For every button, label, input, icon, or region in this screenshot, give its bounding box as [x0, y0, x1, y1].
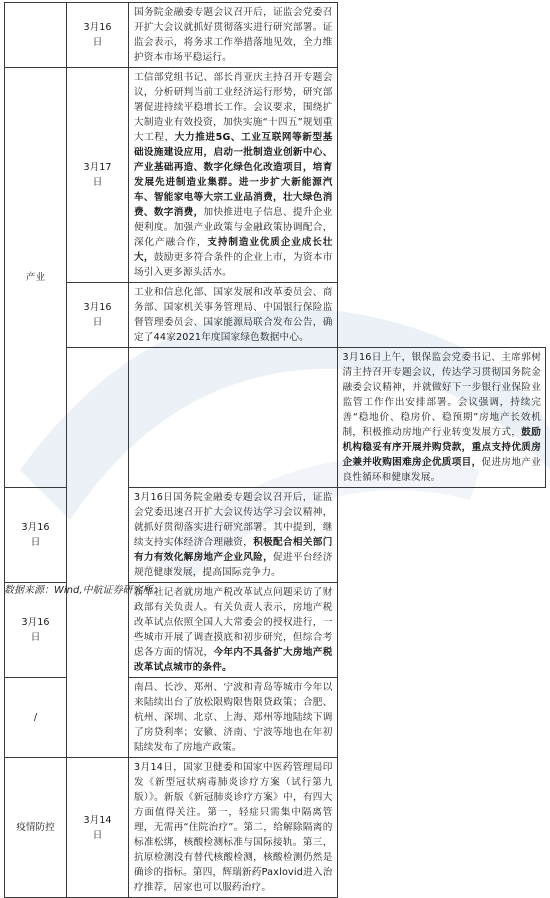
highlight-text: 大力推进5G、工业互联网等新型基础设施建设应用，启动一批制造业创新中心、产业基础再造、数字化绿色化改造项目，培育发展先进制造业集群。进一步扩大新能源汽车、智能家电等大宗工业品消费，壮大绿色消费、数字消费，	[134, 132, 333, 218]
news-table-body	[5, 3, 546, 898]
category-cell: 产业	[5, 68, 67, 488]
news-text-cell	[129, 283, 338, 348]
body-text: 加快推进电子信息、提升企业便利度。加强产业政策与金融政策协调配合，深化产融合作，	[134, 207, 333, 248]
news-text-cell	[129, 488, 338, 583]
date-cell: 3月16日	[5, 583, 67, 678]
body-text: 促进房地产业良性循环和健康发展。	[342, 457, 541, 483]
news-table	[4, 2, 546, 898]
body-text: 工业和信息化部、国家发展和改革委员会、商务部、国家机关事务管理局、中国银行保险监督管理委员会、国家能源局联合发布公告，确定了44家2021年度国家绿色数据中心。	[134, 287, 333, 343]
date-cell	[129, 348, 338, 488]
highlight-text: 今年内不具备扩大房地产税改革试点城市的条件。	[134, 647, 333, 673]
body-text: 新华社记者就房地产税改革试点问题采访了财政部有关负责人。有关负责人表示，房地产税改革试点依照全国人大常委会的授权进行，一些城市开展了调查摸底和初步研究，但综合考虑各方面的情况，	[134, 587, 333, 658]
highlight-text: 积极配合相关部门有力有效化解房地产企业风险，	[134, 537, 333, 563]
news-text-cell	[129, 583, 338, 678]
body-text: 南昌、长沙、郑州、宁波和青岛等城市今年以来陆续出台了放松限购限售限贷政策；合肥、杭州、深圳、北京、上海、郑州等地陆续下调了房贷利率；安徽、济南、宁波等地也在年初陆续发布了房地产政策。	[134, 682, 333, 753]
date-cell: 3月17日	[67, 68, 129, 283]
body-text: 鼓励更多符合条件的企业上市，为资本市场引入更多源头活水。	[134, 252, 333, 278]
date-cell: 3月14日	[67, 758, 129, 898]
news-text-cell	[129, 68, 338, 283]
category-cell	[5, 3, 67, 68]
body-text: 3月16日上午，银保监会党委书记、主席郭树清主持召开专题会议，传达学习贯彻国务院金融委会议精神，并就做好下一步银行业保险业监管工作作出安排部署。会议强调，持续完善“稳地价、稳房价、稳预期”房地产长效机制，积极推动房地产行业转变发展方式，	[342, 352, 541, 438]
news-text-cell	[129, 758, 338, 898]
category-cell	[67, 348, 129, 758]
date-cell: 3月16日	[5, 488, 67, 583]
date-cell: 3月16日	[67, 3, 129, 68]
data-source-note: 数据来源：Wind,中航证券研究所；	[4, 585, 163, 596]
body-text: 国务院金融委专题会议召开后，证监会党委召开扩大会议就抓好贯彻落实进行研究部署。证监会表示，将务求工作举措落地见效，全力维护资本市场平稳运行。	[134, 7, 333, 63]
highlight-text: 鼓励机构稳妥有序开展并购贷款，重点支持优质房企兼并收购困难房企优质项目，	[342, 427, 541, 468]
news-text-cell	[337, 348, 546, 488]
highlight-text: 支持制造业优质企业成长壮大，	[134, 237, 333, 263]
body-text: 促进平台经济规范健康发展，提高国际竞争力。	[134, 552, 333, 578]
date-cell: 3月16日	[67, 283, 129, 348]
date-cell: /	[5, 678, 67, 758]
table-row	[5, 283, 546, 348]
table-row	[5, 758, 546, 898]
table-row	[5, 3, 546, 68]
table-row	[5, 348, 546, 488]
body-text: 3月14日，国家卫健委和国家中医药管理局印发《新型冠状病毒肺炎诊疗方案（试行第九版）》。新版《新冠肺炎诊疗方案》中，有四大方面值得关注。第一，轻症只需集中隔离管理，无需再“住院治疗”。第二，给解除隔离的标准松绑，核酸检测标准与国际接轨。第三，抗原检测没有替代核酸检测，核酸检测仍然是确诊的指标。第四，辉瑞新药Paxlovid进入治疗推荐，居家也可以服药治疗。	[134, 762, 333, 893]
table-row	[5, 68, 546, 283]
body-text: 工信部党组书记、部长肖亚庆主持召开专题会议，分析研判当前工业经济运行形势，研究部署促进持续平稳增长工作。会议要求，围绕扩大制造业有效投资，加快实施“十四五”规划重大工程，	[134, 72, 333, 143]
news-text-cell	[129, 3, 338, 68]
category-cell: 疫情防控	[5, 758, 67, 898]
body-text: 3月16日国务院金融委专题会议召开后，证监会党委迅速召开扩大会议传达学习会议精神，就抓好贯彻落实进行研究部署。其中提到，继续支持实体经济合理融资，	[134, 492, 333, 548]
news-text-cell	[129, 678, 338, 758]
